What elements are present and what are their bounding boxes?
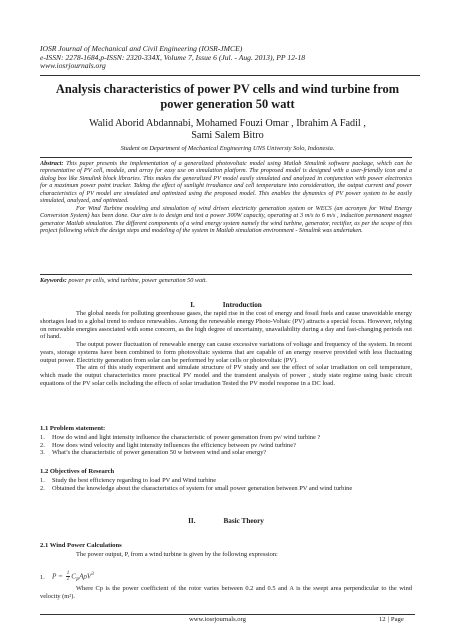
- authors-line-2: Sami Salem Bitro: [191, 130, 264, 142]
- equation-number: 1.: [40, 573, 45, 581]
- intro-paragraph-1: The global needs for polluting greenhouse gases, the rapid rise in the cost of energy and fossil fuels and cause unavoidable energy shortages lead to a global trend to reduce renewables. Among the renewable energy Photo-Voltaic (PV) attracts a special focus. However, relying on renewable energies associated with some concern, as the high degree of uncertainty, unavailability during a day and fast-changing periods out of hand.: [40, 310, 412, 341]
- equation-expression: P = $\frac{1}{2}$ $C_PA\rho V^3$: [52, 571, 94, 583]
- wind-power-intro: [40, 551, 412, 559]
- abstract-block: [40, 157, 412, 275]
- list-item: 3. What’s the characteristic of power generation 50 w between wind and solar energy?: [40, 449, 267, 457]
- journal-issn: e-ISSN: 2278-1684,p-ISSN: 2320-334X, Volume 7, Issue 6 (Jul. - Aug. 2013), PP 12-18: [40, 52, 306, 62]
- section-number: I.: [190, 301, 195, 309]
- author-list: [40, 118, 415, 143]
- abstract-label: Abstract:: [40, 160, 64, 167]
- footer-website: www.iosrjournals.org: [189, 616, 246, 623]
- problem-statement-list: [40, 434, 412, 457]
- abstract-text-1: This paper presents the implementation of a generalized photovoltaic model using Matlab Simulink software package, which can be representative of PV cell, module, and array for easy use on simulation platform. The proposed model is designed with a user-friendly icon and a dialog box like Simulink block libraries. This makes the generalized PV model easily simulated and analyzed in conjunction with power electronics for a maximum power point tracker. Taking the effect of sunlight irradiance and cell temperature into consideration, the output current and power characteristics of PV model are simulated and optimized using the proposed model. This enables the dynamics of PV power system to be easily simulated, analyzed, and optimized.: [40, 160, 412, 205]
- author-affiliation: Student on Department of Mechanical Engineering UNS Universty Solo, Indonesia.: [120, 145, 335, 152]
- page-label: Page: [390, 616, 404, 623]
- wind-power-explanation: [40, 585, 412, 601]
- paper-title: Analysis characteristics of power PV cells and wind turbine from power generation 50 watt: [55, 82, 400, 111]
- section-heading-basic-theory: [40, 517, 412, 525]
- footer-page-number: 12 | Page: [379, 616, 404, 623]
- abstract-paragraph-2: For Wind Turbine modeling and simulation of wind driven electricity generation system or WECS (an acronym for Wind Energy Conversion System) has been done. Our aim is to design and test a power 300W capacity, operating at 3 m/s to 6 m/s , induction permanent magnet generator Matlab simulation. The different components of a wind energy system namely the wind turbine, generator, rectifier, as per the scope of this project following which the design steps and modeling of the system in Matlab simulation environment - Simulink was undertaken.: [40, 204, 412, 235]
- section-title: Basic Theory: [223, 517, 264, 525]
- objectives-heading: 1.2 Objectives of Research: [40, 468, 115, 475]
- list-item: 1. How do wind and light intensity influence the characteristic of power generation from pv/ wind turbine ?: [40, 434, 321, 441]
- keywords-line: [40, 277, 412, 284]
- list-item: 2. Obtained the knowledge about the characteristics of system for small power generation between PV and wind turbine: [40, 484, 353, 492]
- section-number: II.: [188, 517, 196, 525]
- section-title: Introduction: [222, 301, 262, 309]
- header-divider: [40, 75, 420, 76]
- intro-paragraph-3: The aim of this study experiment and simulate structure of PV study and see the effect of solar irradiation on cell temperature, which made the output characteristics more practical PV model and the transient analysis of power , study state regime using basic circuit equations of the PV solar cells including the effects of solar irradiation Tested the PV model response in a DC load.: [40, 364, 412, 387]
- journal-name: IOSR Journal of Mechanical and Civil Engineering (IOSR-JMCE): [40, 44, 243, 53]
- journal-website: www.iosrjournals.org: [40, 61, 106, 71]
- list-item: 2. How does wind velocity and light intensity influences the efficiency between pv /wind turbine?: [40, 441, 296, 449]
- problem-statement-heading: 1.1 Problem statement:: [40, 425, 106, 432]
- keywords-label: Keywords:: [40, 277, 67, 284]
- journal-header: [40, 45, 420, 71]
- list-item: 1. Study the best efficiency regarding to load PV and Wind turbine: [40, 477, 217, 484]
- keywords-text: power pv cells, wind turbine, power generation 50 watt.: [68, 277, 208, 284]
- wind-intro-text: The power output, P, from a wind turbine is given by the following expression:: [76, 551, 278, 558]
- intro-paragraph-2: The output power fluctuation of renewable energy can cause excessive variations of voltage and frequency of the system. In recent years, storage systems have been combined to form photovoltaic systems that are capable of an energy reserve provided with less fluctuating output power. Electricity generation from solar can be performed by solar cells or photovoltaic (PV).: [40, 341, 412, 364]
- wind-explanation-text: Where Cp is the power coefficient of the rotor varies between 0.2 and 0.5 and A is the swept area perpendicular to the wind velocity (m²).: [40, 585, 412, 600]
- authors-line-1: Walid Aborid Abdannabi, Mohamed Fouzi Omar , Ibrahim A Fadil ,: [89, 118, 366, 129]
- abstract-paragraph-1: [40, 160, 412, 205]
- footer-divider: [40, 614, 415, 615]
- wind-power-heading: 2.1 Wind Power Calculations: [40, 542, 122, 549]
- introduction-body: [40, 310, 412, 388]
- objectives-list: [40, 477, 412, 492]
- page-number: 12: [379, 616, 386, 623]
- section-heading-introduction: [40, 301, 412, 309]
